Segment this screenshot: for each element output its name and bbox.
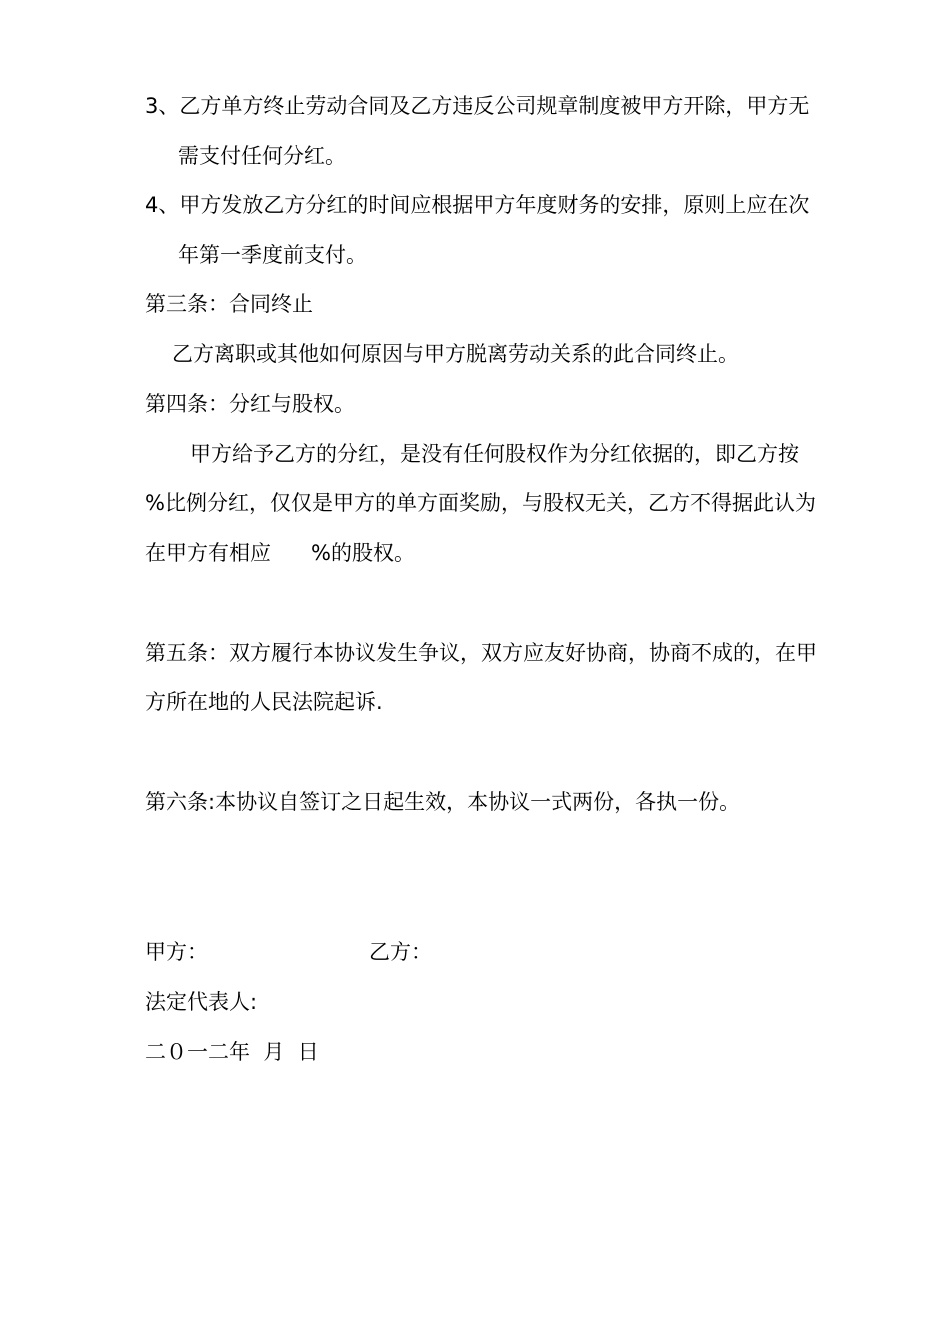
clause-4-line-1: 4、甲方发放乙方分红的时间应根据甲方年度财务的安排，原则上应在次 <box>145 193 810 217</box>
clause-3-line-2: 需支付任何分红。 <box>178 144 346 168</box>
article-4-body-line-2: %比例分红，仅仅是甲方的单方面奖励，与股权无关，乙方不得据此认为 <box>145 491 816 515</box>
clause-3-line-1: 3、乙方单方终止劳动合同及乙方违反公司规章制度被甲方开除，甲方无 <box>145 94 810 118</box>
party-a-label: 甲方： <box>145 940 208 964</box>
article-4-title: 第四条：分红与股权。 <box>145 392 355 416</box>
article-4-body-line-3: 在甲方有相应 %的股权。 <box>145 541 416 565</box>
article-5-line-2: 方所在地的人民法院起诉. <box>145 690 383 714</box>
clause-4-line-2: 年第一季度前支付。 <box>178 243 367 267</box>
article-3-title: 第三条：合同终止 <box>145 292 313 316</box>
article-3-body: 乙方离职或其他如何原因与甲方脱离劳动关系的此合同终止。 <box>172 342 739 366</box>
article-6-line-1: 第六条:本协议自签订之日起生效，本协议一式两份，各执一份。 <box>145 790 741 814</box>
party-b-label: 乙方： <box>369 940 432 964</box>
article-5-line-1: 第五条：双方履行本协议发生争议，双方应友好协商，协商不成的，在甲 <box>145 641 817 665</box>
signing-date: 二０一二年 月 日 <box>145 1040 319 1064</box>
article-4-body-line-1: 甲方给予乙方的分红，是没有任何股权作为分红依据的，即乙方按 <box>190 442 799 466</box>
legal-representative-label: 法定代表人: <box>145 990 258 1014</box>
